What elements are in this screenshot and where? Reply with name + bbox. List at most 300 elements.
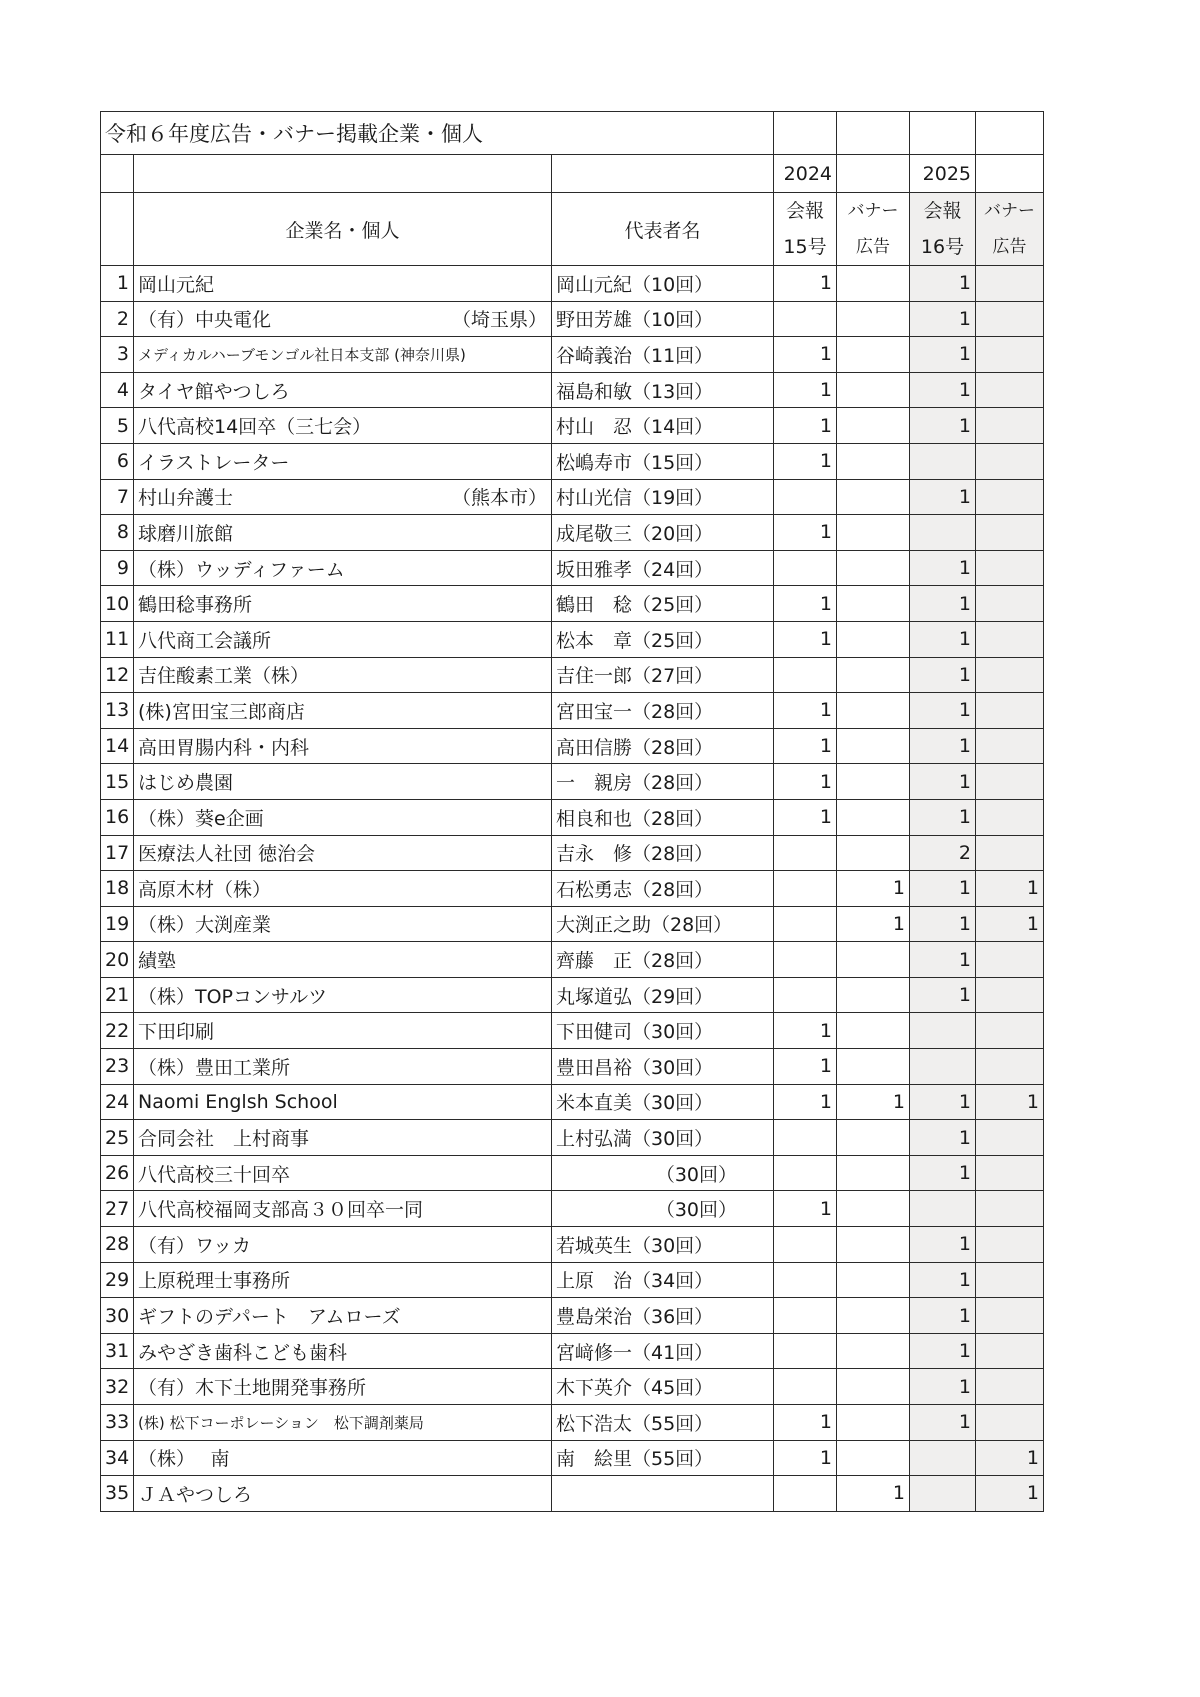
company-cell	[134, 372, 552, 408]
representative-cell: 吉住一郎（27回）	[552, 657, 774, 693]
row-number: 8	[101, 515, 134, 551]
row-number: 7	[101, 479, 134, 515]
representative-cell: 谷崎義治（11回）	[552, 337, 774, 373]
representative-cell: 松嶋寿市（15回）	[552, 443, 774, 479]
company-cell	[134, 942, 552, 978]
banner-2025-value	[976, 550, 1044, 586]
row-number: 27	[101, 1191, 134, 1227]
banner-2024-value	[837, 301, 910, 337]
company-cell	[134, 906, 552, 942]
company-cell	[134, 693, 552, 729]
company-name: 岡山元紀	[138, 273, 215, 296]
year-2024: 2024	[774, 155, 837, 193]
company-name: イラストレーター	[138, 451, 290, 474]
company-cell	[134, 1013, 552, 1049]
table-row	[101, 942, 1044, 978]
kaiho-2024-value: 1	[774, 337, 837, 373]
kaiho-2024-value: 1	[774, 1084, 837, 1120]
banner-2025-value	[976, 266, 1044, 302]
row-number: 12	[101, 657, 134, 693]
row-number: 9	[101, 550, 134, 586]
kaiho-2025-value: 1	[910, 871, 976, 907]
company-cell	[134, 550, 552, 586]
row-number: 5	[101, 408, 134, 444]
banner-2025-value	[976, 799, 1044, 835]
table-row	[101, 1440, 1044, 1476]
row-number: 23	[101, 1049, 134, 1085]
kaiho-2024-value: 1	[774, 1191, 837, 1227]
kaiho-2025-value: 1	[910, 799, 976, 835]
row-number: 6	[101, 443, 134, 479]
row-number: 20	[101, 942, 134, 978]
table-row	[101, 1049, 1044, 1085]
company-name: Naomi Englsh School	[138, 1090, 338, 1113]
company-cell	[134, 764, 552, 800]
banner-2024-value: 1	[837, 906, 910, 942]
kaiho-2024-value: 1	[774, 764, 837, 800]
page-title: 令和６年度広告・バナー掲載企業・個人	[101, 112, 774, 155]
representative-cell: 大渕正之助（28回）	[552, 906, 774, 942]
company-cell	[134, 1476, 552, 1512]
kaiho-2025-value: 2	[910, 835, 976, 871]
kaiho-2025-value: 1	[910, 1120, 976, 1156]
banner-2025-value	[976, 835, 1044, 871]
company-name: 球磨川旅館	[138, 522, 234, 545]
banner-2024-value	[837, 1440, 910, 1476]
kaiho-2025-value: 1	[910, 372, 976, 408]
banner-2025-value	[976, 1369, 1044, 1405]
company-cell	[134, 1191, 552, 1227]
row-number: 13	[101, 693, 134, 729]
company-cell	[134, 301, 552, 337]
row-number: 26	[101, 1155, 134, 1191]
table-row	[101, 657, 1044, 693]
table-row	[101, 586, 1044, 622]
company-cell	[134, 1440, 552, 1476]
table-row	[101, 871, 1044, 907]
banner-2025-value	[976, 693, 1044, 729]
row-number: 35	[101, 1476, 134, 1512]
banner-2025-value	[976, 1333, 1044, 1369]
kaiho-2024-header: 会報 15号	[774, 193, 837, 266]
company-cell	[134, 1333, 552, 1369]
company-cell	[134, 337, 552, 373]
row-number: 32	[101, 1369, 134, 1405]
banner-2025-value	[976, 1298, 1044, 1334]
row-number: 14	[101, 728, 134, 764]
company-name: 八代高校三十回卒	[138, 1163, 291, 1186]
banner-2024-value	[837, 1262, 910, 1298]
row-number: 33	[101, 1405, 134, 1441]
banner-2024-value	[837, 835, 910, 871]
company-cell	[134, 1155, 552, 1191]
banner-2025-value	[976, 1155, 1044, 1191]
banner-2024-value: 1	[837, 871, 910, 907]
banner-2024-value	[837, 1155, 910, 1191]
representative-cell: （30回）	[552, 1191, 774, 1227]
company-cell	[134, 799, 552, 835]
representative-cell: 村山光信（19回）	[552, 479, 774, 515]
banner-2024-value	[837, 1333, 910, 1369]
kaiho-2025-value: 1	[910, 479, 976, 515]
company-name: 医療法人社団 徳治会	[138, 843, 316, 866]
banner-2024-value	[837, 1405, 910, 1441]
table-row	[101, 1262, 1044, 1298]
kaiho-2025-value	[910, 1476, 976, 1512]
banner-2024-value	[837, 408, 910, 444]
representative-cell: 吉永 修（28回）	[552, 835, 774, 871]
company-name: （有）中央電化	[138, 309, 272, 332]
company-name: （株）ウッディファーム	[138, 558, 345, 581]
company-name: メディカルハーブモンゴル社日本支部 (神奈川県)	[138, 345, 466, 364]
kaiho-2024-value: 1	[774, 728, 837, 764]
banner-2025-value	[976, 372, 1044, 408]
representative-cell: 岡山元紀（10回）	[552, 266, 774, 302]
company-cell	[134, 657, 552, 693]
table-row	[101, 621, 1044, 657]
banner-2025-value	[976, 1191, 1044, 1227]
company-cell	[134, 408, 552, 444]
kaiho-2025-value: 1	[910, 408, 976, 444]
kaiho-2025-value: 1	[910, 942, 976, 978]
year-row	[101, 155, 1044, 193]
kaiho-2024-value: 1	[774, 799, 837, 835]
kaiho-2025-value	[910, 1191, 976, 1227]
banner-2024-value	[837, 515, 910, 551]
representative-cell: 宮﨑修一（41回）	[552, 1333, 774, 1369]
kaiho-2024-value: 1	[774, 586, 837, 622]
kaiho-2024-value	[774, 977, 837, 1013]
company-name: （有）ワッカ	[138, 1234, 252, 1257]
table-row	[101, 372, 1044, 408]
table-row	[101, 1084, 1044, 1120]
table-row	[101, 408, 1044, 444]
company-name: （株）大渕産業	[138, 914, 272, 937]
kaiho-2024-value: 1	[774, 443, 837, 479]
row-number: 4	[101, 372, 134, 408]
kaiho-2024-value: 1	[774, 693, 837, 729]
company-name: 八代高校14回卒（三七会）	[138, 416, 372, 439]
table-row	[101, 693, 1044, 729]
banner-2024-value	[837, 621, 910, 657]
banner-2025-value: 1	[976, 1476, 1044, 1512]
table-row	[101, 977, 1044, 1013]
banner-2025-value	[976, 728, 1044, 764]
table-row	[101, 1191, 1044, 1227]
representative-cell: 宮田宝一（28回）	[552, 693, 774, 729]
company-name: (株) 松下コーポレーション 松下調剤薬局	[138, 1413, 424, 1432]
kaiho-2024-value: 1	[774, 1405, 837, 1441]
row-number: 21	[101, 977, 134, 1013]
kaiho-2024-value	[774, 1298, 837, 1334]
representative-cell: 若城英生（30回）	[552, 1227, 774, 1263]
banner-2025-value	[976, 479, 1044, 515]
banner-2025-value	[976, 408, 1044, 444]
company-cell	[134, 1227, 552, 1263]
company-cell	[134, 871, 552, 907]
company-cell	[134, 835, 552, 871]
banner-2025-value	[976, 1405, 1044, 1441]
banner-2024-value	[837, 443, 910, 479]
company-cell	[134, 515, 552, 551]
representative-cell: 下田健司（30回）	[552, 1013, 774, 1049]
year-2025: 2025	[910, 155, 976, 193]
header-row	[101, 193, 1044, 266]
company-cell	[134, 266, 552, 302]
banner-2024-value	[837, 1369, 910, 1405]
company-name: タイヤ館やつしろ	[138, 380, 290, 403]
banner-2025-value	[976, 621, 1044, 657]
representative-cell: 松下浩太（55回）	[552, 1405, 774, 1441]
row-number: 31	[101, 1333, 134, 1369]
table-row	[101, 1155, 1044, 1191]
company-name: （有）木下土地開発事務所	[138, 1377, 367, 1400]
banner-2024-value	[837, 942, 910, 978]
banner-2025-value	[976, 1049, 1044, 1085]
company-cell	[134, 586, 552, 622]
kaiho-2025-value	[910, 515, 976, 551]
banner-2024-value	[837, 586, 910, 622]
kaiho-2025-value: 1	[910, 1084, 976, 1120]
banner-2025-value	[976, 337, 1044, 373]
representative-cell: 高田信勝（28回）	[552, 728, 774, 764]
banner-2024-value	[837, 977, 910, 1013]
banner-2024-value	[837, 1227, 910, 1263]
title-row	[101, 112, 1044, 155]
representative-cell: 豊島栄治（36回）	[552, 1298, 774, 1334]
kaiho-2025-value: 1	[910, 1155, 976, 1191]
company-name: 下田印刷	[138, 1021, 215, 1044]
table-row	[101, 550, 1044, 586]
kaiho-2025-value: 1	[910, 1405, 976, 1441]
company-name: 績塾	[138, 950, 177, 973]
table-row	[101, 479, 1044, 515]
row-number: 1	[101, 266, 134, 302]
representative-cell: （30回）	[552, 1155, 774, 1191]
representative-header: 代表者名	[552, 193, 774, 266]
kaiho-2024-value	[774, 835, 837, 871]
kaiho-2024-value	[774, 1262, 837, 1298]
company-location: （熊本市）	[451, 487, 547, 510]
kaiho-2024-value	[774, 657, 837, 693]
representative-cell: 丸塚道弘（29回）	[552, 977, 774, 1013]
kaiho-2024-value	[774, 301, 837, 337]
banner-2024-value	[837, 550, 910, 586]
row-number: 16	[101, 799, 134, 835]
company-name: 鶴田稔事務所	[138, 594, 253, 617]
row-number: 10	[101, 586, 134, 622]
kaiho-2024-value: 1	[774, 1049, 837, 1085]
row-number: 30	[101, 1298, 134, 1334]
kaiho-2024-value	[774, 1333, 837, 1369]
banner-2024-value	[837, 799, 910, 835]
company-name: 吉住酸素工業（株）	[138, 665, 310, 688]
table-row	[101, 1120, 1044, 1156]
kaiho-2025-value: 1	[910, 337, 976, 373]
kaiho-2024-value: 1	[774, 515, 837, 551]
company-cell	[134, 1120, 552, 1156]
kaiho-2025-value: 1	[910, 586, 976, 622]
kaiho-2025-value	[910, 443, 976, 479]
table-row	[101, 266, 1044, 302]
table-row	[101, 1476, 1044, 1512]
table-row	[101, 1333, 1044, 1369]
company-name: 高原木材（株）	[138, 878, 272, 901]
banner-2024-value: 1	[837, 1476, 910, 1512]
banner-2025-value: 1	[976, 1440, 1044, 1476]
representative-cell: 上原 治（34回）	[552, 1262, 774, 1298]
company-name: 八代高校福岡支部高３０回卒一同	[138, 1199, 424, 1222]
representative-cell: 成尾敬三（20回）	[552, 515, 774, 551]
banner-2024-value	[837, 1298, 910, 1334]
banner-2024-value	[837, 693, 910, 729]
representative-cell: 齊藤 正（28回）	[552, 942, 774, 978]
kaiho-2024-value	[774, 1120, 837, 1156]
representative-cell: 野田芳雄（10回）	[552, 301, 774, 337]
table-row	[101, 337, 1044, 373]
company-name: （株）TOPコンサルツ	[138, 985, 328, 1008]
kaiho-2025-value: 1	[910, 657, 976, 693]
kaiho-2025-value	[910, 1013, 976, 1049]
banner-2025-value	[976, 586, 1044, 622]
banner-2025-value	[976, 942, 1044, 978]
table-row	[101, 1227, 1044, 1263]
banner-2025-value: 1	[976, 906, 1044, 942]
representative-cell: 鶴田 稔（25回）	[552, 586, 774, 622]
company-name: （株）葵e企画	[138, 807, 264, 830]
company-cell	[134, 728, 552, 764]
kaiho-2024-value	[774, 942, 837, 978]
company-name: 高田胃腸内科・内科	[138, 736, 310, 759]
company-cell	[134, 977, 552, 1013]
company-name: はじめ農園	[138, 772, 234, 795]
company-name: （株） 南	[138, 1448, 230, 1471]
representative-cell: 木下英介（45回）	[552, 1369, 774, 1405]
table-row	[101, 728, 1044, 764]
row-number: 29	[101, 1262, 134, 1298]
row-number: 24	[101, 1084, 134, 1120]
kaiho-2025-value: 1	[910, 1369, 976, 1405]
banner-2024-value	[837, 1049, 910, 1085]
banner-2024-value	[837, 728, 910, 764]
company-header: 企業名・個人	[134, 193, 552, 266]
company-cell	[134, 621, 552, 657]
banner-2024-value	[837, 266, 910, 302]
banner-2025-value	[976, 657, 1044, 693]
representative-cell: 一 親房（28回）	[552, 764, 774, 800]
table-row	[101, 1369, 1044, 1405]
kaiho-2025-value: 1	[910, 1298, 976, 1334]
company-name: 合同会社 上村商事	[138, 1128, 310, 1151]
company-name: 上原税理士事務所	[138, 1270, 291, 1293]
row-number: 22	[101, 1013, 134, 1049]
table-row	[101, 1298, 1044, 1334]
banner-2024-value	[837, 337, 910, 373]
representative-cell: 米本直美（30回）	[552, 1084, 774, 1120]
table-row	[101, 835, 1044, 871]
ad-banner-table	[100, 111, 1044, 1512]
kaiho-2024-value: 1	[774, 1013, 837, 1049]
kaiho-2024-value	[774, 1369, 837, 1405]
kaiho-2024-value: 1	[774, 372, 837, 408]
table-row	[101, 764, 1044, 800]
kaiho-2025-value: 1	[910, 266, 976, 302]
representative-cell: 豊田昌裕（30回）	[552, 1049, 774, 1085]
representative-cell: 坂田雅孝（24回）	[552, 550, 774, 586]
table-row	[101, 1405, 1044, 1441]
company-name: 村山弁護士	[138, 487, 234, 510]
row-number: 18	[101, 871, 134, 907]
kaiho-2025-value: 1	[910, 977, 976, 1013]
row-number: 19	[101, 906, 134, 942]
kaiho-2025-value: 1	[910, 906, 976, 942]
table-row	[101, 906, 1044, 942]
representative-cell: 石松勇志（28回）	[552, 871, 774, 907]
company-cell	[134, 1262, 552, 1298]
company-name: ギフトのデパート アムローズ	[138, 1306, 401, 1329]
kaiho-2025-value: 1	[910, 728, 976, 764]
banner-2025-value	[976, 443, 1044, 479]
representative-cell: 上村弘満（30回）	[552, 1120, 774, 1156]
banner-2024-value: 1	[837, 1084, 910, 1120]
banner-2024-value	[837, 372, 910, 408]
table-row	[101, 301, 1044, 337]
row-number: 3	[101, 337, 134, 373]
kaiho-2025-value	[910, 1440, 976, 1476]
company-name: ＪＡやつしろ	[138, 1483, 253, 1506]
banner-2025-value	[976, 1227, 1044, 1263]
company-cell	[134, 1369, 552, 1405]
row-number: 28	[101, 1227, 134, 1263]
row-number: 34	[101, 1440, 134, 1476]
banner-2024-value	[837, 1013, 910, 1049]
banner-2024-value	[837, 1191, 910, 1227]
banner-2025-value	[976, 515, 1044, 551]
table-row	[101, 443, 1044, 479]
kaiho-2024-value: 1	[774, 621, 837, 657]
kaiho-2025-value: 1	[910, 1262, 976, 1298]
kaiho-2024-value	[774, 871, 837, 907]
company-name: (株)宮田宝三郎商店	[138, 700, 305, 723]
kaiho-2024-value: 1	[774, 408, 837, 444]
banner-2025-value	[976, 977, 1044, 1013]
representative-cell: 相良和也（28回）	[552, 799, 774, 835]
representative-cell: 松本 章（25回）	[552, 621, 774, 657]
table-row	[101, 1013, 1044, 1049]
kaiho-2025-value: 1	[910, 764, 976, 800]
kaiho-2025-value	[910, 1049, 976, 1085]
banner-2024-value	[837, 657, 910, 693]
kaiho-2024-value	[774, 1155, 837, 1191]
row-number: 17	[101, 835, 134, 871]
table-row	[101, 515, 1044, 551]
kaiho-2024-value	[774, 1476, 837, 1512]
kaiho-2024-value	[774, 1227, 837, 1263]
kaiho-2024-value: 1	[774, 266, 837, 302]
banner-2025-value	[976, 1013, 1044, 1049]
company-location: （埼玉県）	[451, 309, 547, 332]
kaiho-2024-value: 1	[774, 1440, 837, 1476]
company-cell	[134, 1405, 552, 1441]
row-number: 2	[101, 301, 134, 337]
kaiho-2025-value: 1	[910, 301, 976, 337]
company-name: 八代商工会議所	[138, 629, 272, 652]
banner-2025-header: バナー 広告	[976, 193, 1044, 266]
kaiho-2025-header: 会報 16号	[910, 193, 976, 266]
representative-cell: 福島和敏（13回）	[552, 372, 774, 408]
banner-2025-value: 1	[976, 1084, 1044, 1120]
company-cell	[134, 479, 552, 515]
